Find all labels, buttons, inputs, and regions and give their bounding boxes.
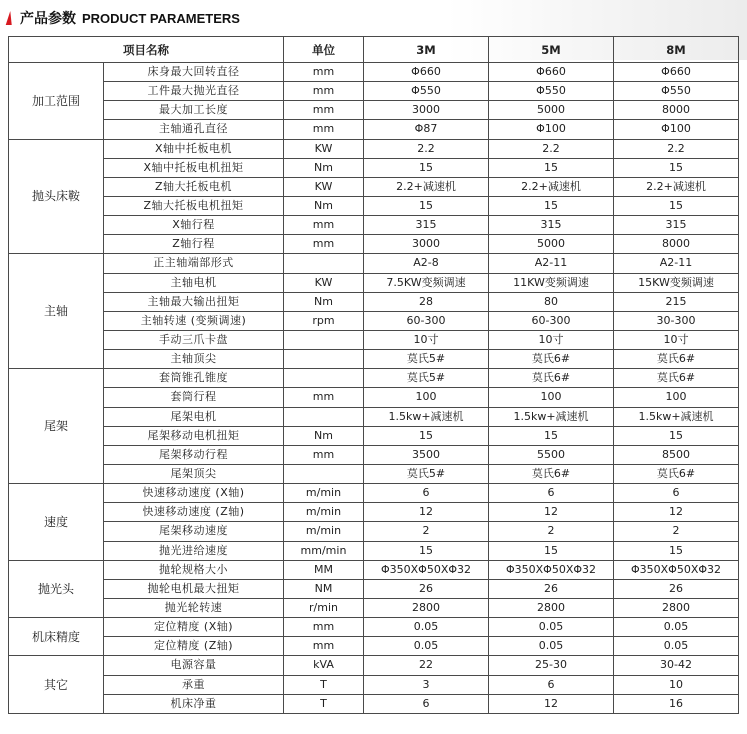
unit-cell: Nm xyxy=(284,158,364,177)
value-8m-cell: 15 xyxy=(614,196,739,215)
column-header-5m: 5M xyxy=(489,37,614,63)
value-8m-cell: 2.2 xyxy=(614,139,739,158)
item-name-cell: 机床净重 xyxy=(104,694,284,713)
value-5m-cell: 0.05 xyxy=(489,618,614,637)
unit-cell xyxy=(284,464,364,483)
table-row xyxy=(9,656,739,675)
item-name-cell: Z轴大托板电机扭矩 xyxy=(104,196,284,215)
value-5m-cell: 5000 xyxy=(489,235,614,254)
value-8m-cell: 8000 xyxy=(614,101,739,120)
value-8m-cell: 12 xyxy=(614,503,739,522)
item-name-cell: 尾架电机 xyxy=(104,407,284,426)
item-name-cell: 抛轮规格大小 xyxy=(104,560,284,579)
value-8m-cell: 6 xyxy=(614,484,739,503)
unit-cell: mm xyxy=(284,120,364,139)
value-8m-cell: 2800 xyxy=(614,598,739,617)
unit-cell: m/min xyxy=(284,484,364,503)
value-5m-cell: 0.05 xyxy=(489,637,614,656)
group-name-cell: 主轴 xyxy=(9,254,104,369)
value-3m-cell: 莫氏5# xyxy=(364,464,489,483)
table-row xyxy=(9,579,739,598)
item-name-cell: 抛轮电机最大扭矩 xyxy=(104,579,284,598)
value-8m-cell: 10 xyxy=(614,675,739,694)
value-8m-cell: 10寸 xyxy=(614,330,739,349)
value-5m-cell: 15 xyxy=(489,541,614,560)
section-title-cn: 产品参数 xyxy=(20,11,76,27)
value-8m-cell: 2 xyxy=(614,522,739,541)
value-8m-cell: Φ350XΦ50XΦ32 xyxy=(614,560,739,579)
unit-cell: mm/min xyxy=(284,541,364,560)
value-5m-cell: 80 xyxy=(489,292,614,311)
item-name-cell: 床身最大回转直径 xyxy=(104,63,284,82)
unit-cell: KW xyxy=(284,177,364,196)
value-5m-cell: 25-30 xyxy=(489,656,614,675)
value-5m-cell: 60-300 xyxy=(489,311,614,330)
value-3m-cell: 6 xyxy=(364,694,489,713)
unit-cell: mm xyxy=(284,82,364,101)
value-5m-cell: 11KW变频调速 xyxy=(489,273,614,292)
table-row xyxy=(9,522,739,541)
value-8m-cell: 8000 xyxy=(614,235,739,254)
item-name-cell: Z轴行程 xyxy=(104,235,284,254)
value-3m-cell: Φ87 xyxy=(364,120,489,139)
value-3m-cell: 28 xyxy=(364,292,489,311)
value-3m-cell: 315 xyxy=(364,216,489,235)
value-5m-cell: 15 xyxy=(489,426,614,445)
value-8m-cell: 315 xyxy=(614,216,739,235)
item-name-cell: 套筒行程 xyxy=(104,388,284,407)
value-5m-cell: 5000 xyxy=(489,101,614,120)
item-name-cell: X轴中托板电机扭矩 xyxy=(104,158,284,177)
table-row xyxy=(9,484,739,503)
unit-cell: T xyxy=(284,694,364,713)
table-row xyxy=(9,369,739,388)
section-title-en: PRODUCT PARAMETERS xyxy=(82,10,240,26)
unit-cell: KW xyxy=(284,273,364,292)
unit-cell: mm xyxy=(284,637,364,656)
value-5m-cell: 315 xyxy=(489,216,614,235)
value-3m-cell: 2800 xyxy=(364,598,489,617)
item-name-cell: 正主轴端部形式 xyxy=(104,254,284,273)
value-8m-cell: A2-11 xyxy=(614,254,739,273)
column-header-8m: 8M xyxy=(614,37,739,63)
value-8m-cell: 215 xyxy=(614,292,739,311)
value-8m-cell: 1.5kw+减速机 xyxy=(614,407,739,426)
value-3m-cell: 0.05 xyxy=(364,618,489,637)
item-name-cell: 定位精度 (Z轴) xyxy=(104,637,284,656)
value-3m-cell: 3000 xyxy=(364,235,489,254)
table-row xyxy=(9,618,739,637)
value-8m-cell: 26 xyxy=(614,579,739,598)
value-5m-cell: 2800 xyxy=(489,598,614,617)
item-name-cell: 主轴转速 (变频调速) xyxy=(104,311,284,330)
item-name-cell: 套筒锥孔锥度 xyxy=(104,369,284,388)
unit-cell: mm xyxy=(284,235,364,254)
value-5m-cell: 6 xyxy=(489,484,614,503)
value-8m-cell: 100 xyxy=(614,388,739,407)
group-name-cell: 速度 xyxy=(9,484,104,561)
value-3m-cell: 100 xyxy=(364,388,489,407)
value-8m-cell: 16 xyxy=(614,694,739,713)
unit-cell: mm xyxy=(284,216,364,235)
value-3m-cell: 3500 xyxy=(364,445,489,464)
unit-cell: MM xyxy=(284,560,364,579)
group-name-cell: 其它 xyxy=(9,656,104,713)
value-8m-cell: 15KW变频调速 xyxy=(614,273,739,292)
value-8m-cell: 30-42 xyxy=(614,656,739,675)
value-8m-cell: 30-300 xyxy=(614,311,739,330)
item-name-cell: 承重 xyxy=(104,675,284,694)
unit-cell xyxy=(284,330,364,349)
value-5m-cell: 12 xyxy=(489,503,614,522)
unit-cell: r/min xyxy=(284,598,364,617)
table-row xyxy=(9,541,739,560)
item-name-cell: 主轴通孔直径 xyxy=(104,120,284,139)
item-name-cell: Z轴大托板电机 xyxy=(104,177,284,196)
item-name-cell: 主轴顶尖 xyxy=(104,350,284,369)
unit-cell xyxy=(284,350,364,369)
table-header-row xyxy=(9,37,739,63)
table-row xyxy=(9,694,739,713)
table-row xyxy=(9,139,739,158)
item-name-cell: 手动三爪卡盘 xyxy=(104,330,284,349)
section-header xyxy=(8,7,240,29)
value-5m-cell: 12 xyxy=(489,694,614,713)
value-3m-cell: 3 xyxy=(364,675,489,694)
value-5m-cell: 莫氏6# xyxy=(489,369,614,388)
item-name-cell: 抛光进给速度 xyxy=(104,541,284,560)
value-5m-cell: Φ660 xyxy=(489,63,614,82)
unit-cell: mm xyxy=(284,63,364,82)
value-3m-cell: 15 xyxy=(364,196,489,215)
item-name-cell: 抛光轮转速 xyxy=(104,598,284,617)
value-8m-cell: Φ550 xyxy=(614,82,739,101)
table-row xyxy=(9,292,739,311)
value-3m-cell: 12 xyxy=(364,503,489,522)
value-5m-cell: 1.5kw+减速机 xyxy=(489,407,614,426)
group-name-cell: 抛头床鞍 xyxy=(9,139,104,254)
value-5m-cell: 2.2 xyxy=(489,139,614,158)
unit-cell: mm xyxy=(284,388,364,407)
table-row xyxy=(9,407,739,426)
value-8m-cell: 15 xyxy=(614,541,739,560)
value-3m-cell: 2.2 xyxy=(364,139,489,158)
value-3m-cell: 2.2+减速机 xyxy=(364,177,489,196)
value-5m-cell: 15 xyxy=(489,196,614,215)
column-header-item: 项目名称 xyxy=(9,37,284,63)
unit-cell xyxy=(284,369,364,388)
table-row xyxy=(9,675,739,694)
table-row xyxy=(9,350,739,369)
unit-cell: mm xyxy=(284,445,364,464)
unit-cell: m/min xyxy=(284,503,364,522)
group-name-cell: 抛光头 xyxy=(9,560,104,617)
value-3m-cell: 6 xyxy=(364,484,489,503)
value-3m-cell: 15 xyxy=(364,158,489,177)
table-row xyxy=(9,177,739,196)
value-5m-cell: 5500 xyxy=(489,445,614,464)
unit-cell: Nm xyxy=(284,426,364,445)
unit-cell: Nm xyxy=(284,292,364,311)
table-row xyxy=(9,196,739,215)
table-row xyxy=(9,637,739,656)
value-5m-cell: 15 xyxy=(489,158,614,177)
value-3m-cell: 3000 xyxy=(364,101,489,120)
table-row xyxy=(9,101,739,120)
value-3m-cell: Φ660 xyxy=(364,63,489,82)
value-3m-cell: 莫氏5# xyxy=(364,350,489,369)
value-3m-cell: Φ350XΦ50XΦ32 xyxy=(364,560,489,579)
value-8m-cell: 0.05 xyxy=(614,637,739,656)
value-3m-cell: Φ550 xyxy=(364,82,489,101)
item-name-cell: 主轴电机 xyxy=(104,273,284,292)
group-name-cell: 尾架 xyxy=(9,369,104,484)
value-3m-cell: A2-8 xyxy=(364,254,489,273)
value-3m-cell: 26 xyxy=(364,579,489,598)
value-3m-cell: 0.05 xyxy=(364,637,489,656)
value-5m-cell: Φ350XΦ50XΦ32 xyxy=(489,560,614,579)
value-5m-cell: Φ100 xyxy=(489,120,614,139)
table-row xyxy=(9,598,739,617)
value-3m-cell: 15 xyxy=(364,426,489,445)
unit-cell: KW xyxy=(284,139,364,158)
item-name-cell: 快速移动速度 (Z轴) xyxy=(104,503,284,522)
unit-cell xyxy=(284,254,364,273)
unit-cell: rpm xyxy=(284,311,364,330)
item-name-cell: 快速移动速度 (X轴) xyxy=(104,484,284,503)
table-row xyxy=(9,388,739,407)
value-5m-cell: 26 xyxy=(489,579,614,598)
item-name-cell: 尾架移动速度 xyxy=(104,522,284,541)
table-row xyxy=(9,311,739,330)
value-5m-cell: 莫氏6# xyxy=(489,464,614,483)
item-name-cell: X轴中托板电机 xyxy=(104,139,284,158)
unit-cell: mm xyxy=(284,101,364,120)
table-row xyxy=(9,273,739,292)
value-5m-cell: 莫氏6# xyxy=(489,350,614,369)
item-name-cell: 尾架移动电机扭矩 xyxy=(104,426,284,445)
value-8m-cell: 莫氏6# xyxy=(614,369,739,388)
item-name-cell: 尾架移动行程 xyxy=(104,445,284,464)
value-3m-cell: 7.5KW变频调速 xyxy=(364,273,489,292)
value-5m-cell: 6 xyxy=(489,675,614,694)
value-8m-cell: 莫氏6# xyxy=(614,464,739,483)
unit-cell: kVA xyxy=(284,656,364,675)
table-row xyxy=(9,82,739,101)
unit-cell: mm xyxy=(284,618,364,637)
value-3m-cell: 22 xyxy=(364,656,489,675)
unit-cell: T xyxy=(284,675,364,694)
value-5m-cell: 2.2+减速机 xyxy=(489,177,614,196)
value-3m-cell: 莫氏5# xyxy=(364,369,489,388)
column-header-3m: 3M xyxy=(364,37,489,63)
table-row xyxy=(9,235,739,254)
value-3m-cell: 60-300 xyxy=(364,311,489,330)
item-name-cell: 主轴最大输出扭矩 xyxy=(104,292,284,311)
table-row xyxy=(9,120,739,139)
table-row xyxy=(9,330,739,349)
product-parameters-table xyxy=(8,36,739,714)
value-8m-cell: 莫氏6# xyxy=(614,350,739,369)
item-name-cell: X轴行程 xyxy=(104,216,284,235)
value-3m-cell: 2 xyxy=(364,522,489,541)
table-row xyxy=(9,63,739,82)
unit-cell: Nm xyxy=(284,196,364,215)
value-8m-cell: 0.05 xyxy=(614,618,739,637)
value-8m-cell: 15 xyxy=(614,158,739,177)
value-8m-cell: Φ100 xyxy=(614,120,739,139)
value-8m-cell: 15 xyxy=(614,426,739,445)
table-row xyxy=(9,560,739,579)
table-row xyxy=(9,445,739,464)
unit-cell: NM xyxy=(284,579,364,598)
table-row xyxy=(9,216,739,235)
value-5m-cell: 2 xyxy=(489,522,614,541)
unit-cell xyxy=(284,407,364,426)
value-8m-cell: 8500 xyxy=(614,445,739,464)
value-3m-cell: 10寸 xyxy=(364,330,489,349)
item-name-cell: 尾架顶尖 xyxy=(104,464,284,483)
value-5m-cell: Φ550 xyxy=(489,82,614,101)
table-row xyxy=(9,158,739,177)
column-header-unit: 单位 xyxy=(284,37,364,63)
value-8m-cell: Φ660 xyxy=(614,63,739,82)
item-name-cell: 工件最大抛光直径 xyxy=(104,82,284,101)
red-flag-icon xyxy=(6,11,17,25)
table-row xyxy=(9,464,739,483)
unit-cell: m/min xyxy=(284,522,364,541)
value-5m-cell: 100 xyxy=(489,388,614,407)
value-5m-cell: 10寸 xyxy=(489,330,614,349)
table-row xyxy=(9,426,739,445)
group-name-cell: 机床精度 xyxy=(9,618,104,656)
value-3m-cell: 15 xyxy=(364,541,489,560)
value-3m-cell: 1.5kw+减速机 xyxy=(364,407,489,426)
item-name-cell: 定位精度 (X轴) xyxy=(104,618,284,637)
table-row xyxy=(9,254,739,273)
value-5m-cell: A2-11 xyxy=(489,254,614,273)
item-name-cell: 电源容量 xyxy=(104,656,284,675)
value-8m-cell: 2.2+减速机 xyxy=(614,177,739,196)
table-row xyxy=(9,503,739,522)
item-name-cell: 最大加工长度 xyxy=(104,101,284,120)
group-name-cell: 加工范围 xyxy=(9,63,104,140)
